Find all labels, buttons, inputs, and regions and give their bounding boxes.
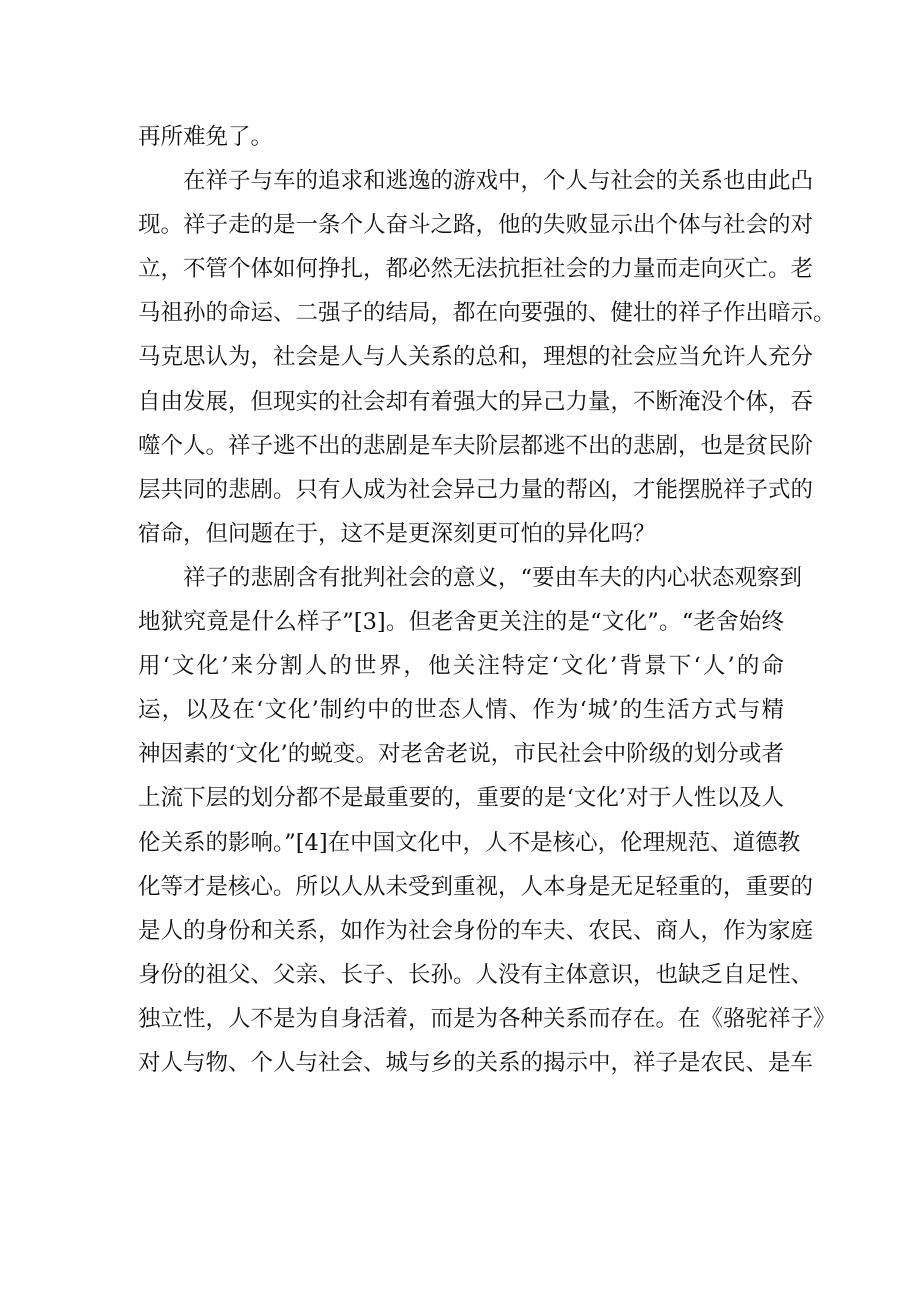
text-line: 独立性，人不是为自身活着，而是为各种关系而存在。在《骆驼祥子》 <box>138 1005 836 1032</box>
text-line: 神因素的‘文化’的蜕变。对老舍老说，市民社会中阶级的划分或者 <box>138 741 784 768</box>
text-line: 自由发展，但现实的社会却有着强大的异己力量，不断淹没个体，吞 <box>138 388 814 415</box>
text-line: 用‘文化’来分割人的世界，他关注特定‘文化’背景下‘人’的命 <box>138 653 784 680</box>
text-line: 伦关系的影响。”[4]在中国文化中，人不是核心，伦理规范、道德教 <box>138 829 801 856</box>
text-line: 上流下层的划分都不是最重要的，重要的是‘文化’对于人性以及人 <box>138 785 784 812</box>
text-line: 立，不管个体如何挣扎，都必然无法抗拒社会的力量而走向灭亡。老 <box>138 256 814 283</box>
text-line: 身份的祖父、父亲、长子、长孙。人没有主体意识，也缺乏自足性、 <box>138 961 814 988</box>
text-line: 是人的身份和关系，如作为社会身份的车夫、农民、商人，作为家庭 <box>138 917 814 944</box>
text-line: 马克思认为，社会是人与人关系的总和，理想的社会应当允许人充分 <box>138 344 814 371</box>
text-line: 地狱究竟是什么样子”[3]。但老舍更关注的是“文化”。“老舍始终 <box>138 609 784 636</box>
body-text <box>138 115 836 1085</box>
paragraph-first-line: 祥子的悲剧含有批判社会的意义，“要由车夫的内心状态观察到 <box>183 564 803 591</box>
text-line: 马祖孙的命运、二强子的结局，都在向要强的、健壮的祥子作出暗示。 <box>138 300 836 327</box>
text-line: 宿命，但问题在于，这不是更深刻更可怕的异化吗？ <box>138 520 656 547</box>
text-line: 现。祥子走的是一条个人奋斗之路，他的失败显示出个体与社会的对 <box>138 212 814 239</box>
text-line: 化等才是核心。所以人从未受到重视，人本身是无足轻重的，重要的 <box>138 873 814 900</box>
text-line: 噬个人。祥子逃不出的悲剧是车夫阶层都逃不出的悲剧，也是贫民阶 <box>138 432 814 459</box>
text-line: 层共同的悲剧。只有人成为社会异己力量的帮凶，才能摆脱祥子式的 <box>138 476 814 503</box>
paragraph-first-line: 在祥子与车的追求和逃逸的游戏中，个人与社会的关系也由此凸 <box>183 168 814 195</box>
text-line: 再所难免了。 <box>138 124 274 150</box>
text-line: 对人与物、个人与社会、城与乡的关系的揭示中，祥子是农民、是车 <box>138 1049 814 1076</box>
text-line: 运，以及在‘文化’制约中的世态人情、作为‘城’的生活方式与精 <box>138 697 784 724</box>
